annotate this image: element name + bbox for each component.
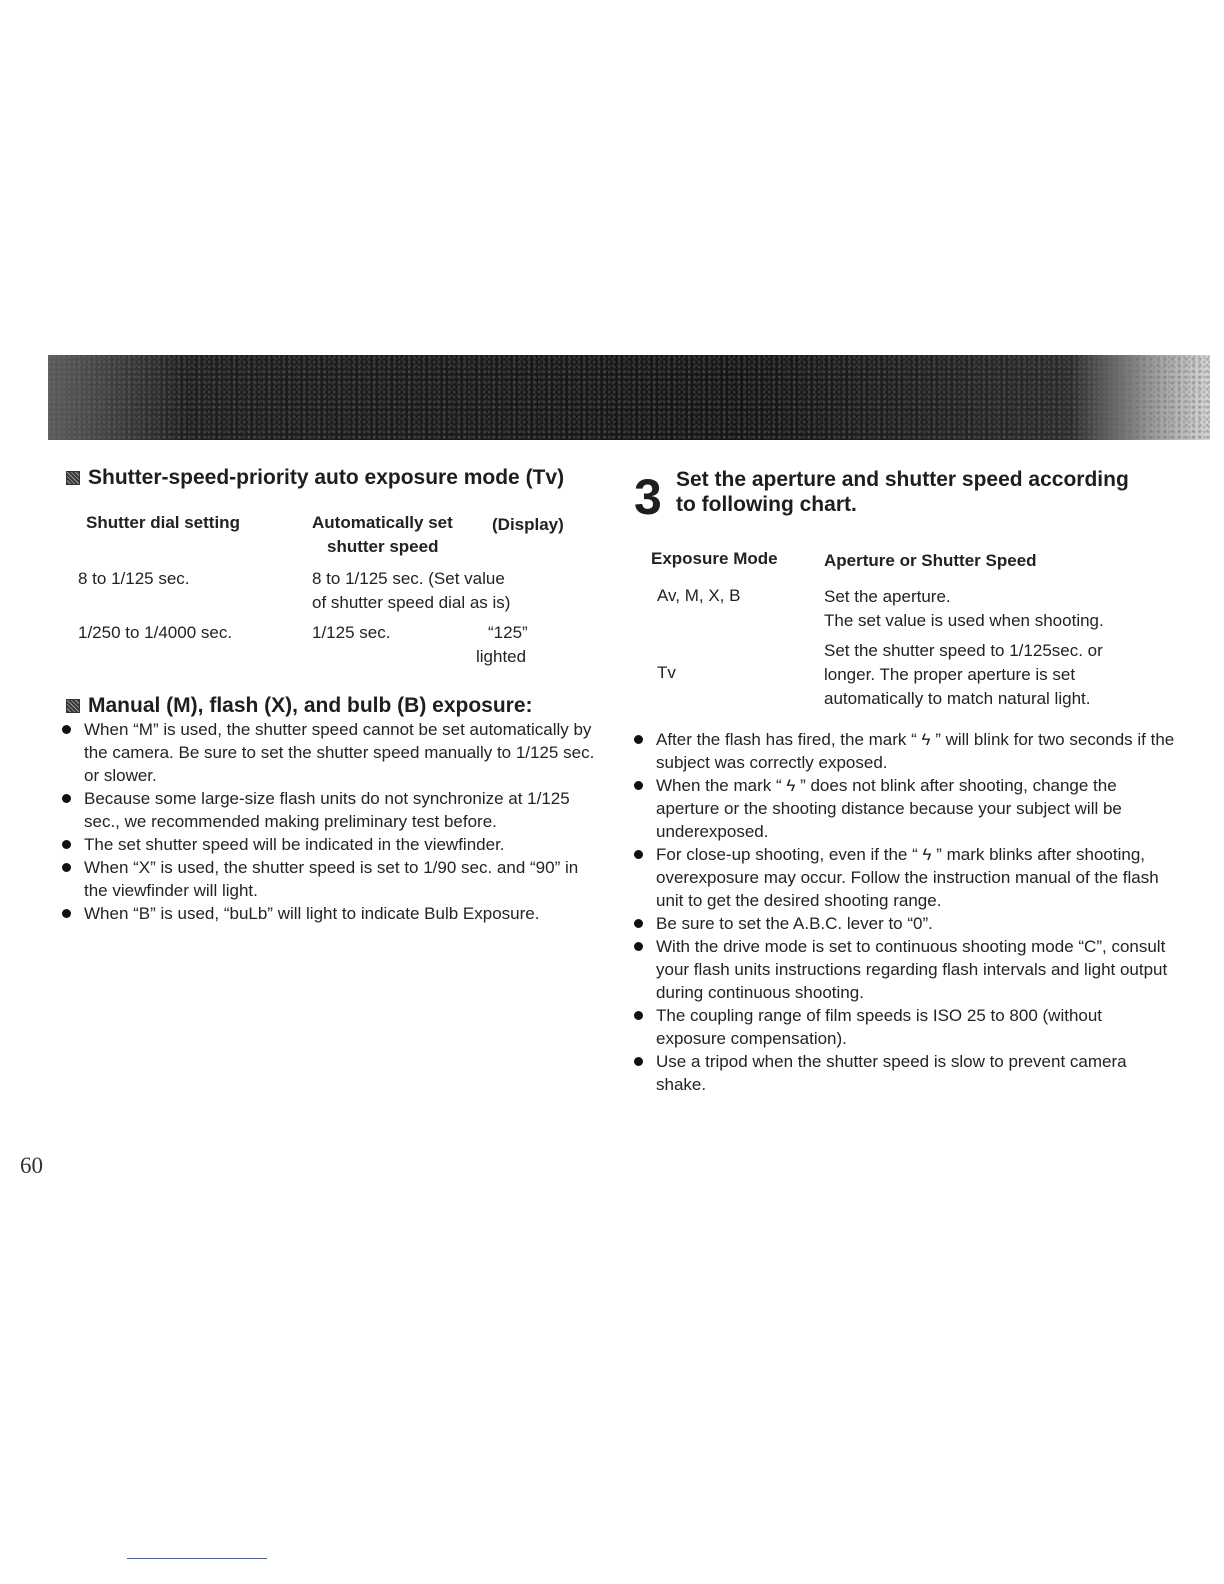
list-item: The coupling range of film speeds is ISO 25 to 800 (without exposure compensation). [620, 1004, 1175, 1050]
list-item: The set shutter speed will be indicated in the viewfinder. [48, 833, 596, 856]
chart-header-mode: Exposure Mode [651, 549, 778, 568]
row1-dial: 8 to 1/125 sec. [78, 569, 190, 588]
chart-row2-line2: longer. The proper aperture is set [824, 665, 1076, 684]
row2-display-line1: “125” [488, 623, 528, 642]
chart-row1-line2: The set value is used when shooting. [824, 611, 1104, 630]
chart-row1-mode: Av, M, X, B [657, 586, 741, 605]
list-item: When the mark “ ϟ ” does not blink after shooting, change the aperture or the shooting distance because your subject will be underexposed. [620, 774, 1175, 843]
row1-auto-line1: 8 to 1/125 sec. (Set value [312, 569, 505, 588]
manual-section-title: Manual (M), flash (X), and bulb (B) exposure: [66, 694, 533, 718]
footer-rule [127, 1558, 267, 1559]
row2-display-line2: lighted [476, 647, 527, 666]
tv-section-title: Shutter-speed-priority auto exposure mode (Tv) [66, 466, 564, 490]
chart-row2-line1: Set the shutter speed to 1/125sec. or [824, 641, 1103, 660]
chart-header-setting: Aperture or Shutter Speed [824, 551, 1037, 570]
list-item: When “M” is used, the shutter speed cannot be set automatically by the camera. Be sure to set the shutter speed manually to 1/125 sec. or slower. [48, 718, 596, 787]
manual-bullet-list [48, 718, 596, 925]
list-item: When “X” is used, the shutter speed is set to 1/90 sec. and “90” in the viewfinder will light. [48, 856, 596, 902]
list-item: Use a tripod when the shutter speed is slow to prevent camera shake. [620, 1050, 1175, 1096]
flash-bullet-list [620, 728, 1175, 1096]
list-item: Because some large-size flash units do not synchronize at 1/125 sec., we recommended making preliminary test before. [48, 787, 596, 833]
page-number: 60 [20, 1153, 43, 1178]
step-title-line2: to following chart. [676, 493, 857, 516]
list-item: With the drive mode is set to continuous shooting mode “C”, consult your flash units instructions regarding flash intervals and light output during continuous shooting. [620, 935, 1175, 1004]
header-auto-line2: shutter speed [327, 537, 439, 556]
row2-auto: 1/125 sec. [312, 623, 391, 642]
list-item: After the flash has fired, the mark “ ϟ ” will blink for two seconds if the subject was correctly exposed. [620, 728, 1175, 774]
row1-auto-line2: of shutter speed dial as is) [312, 593, 511, 612]
list-item: For close-up shooting, even if the “ ϟ ” mark blinks after shooting, overexposure may occur. Follow the instruction manual of the flash unit to get the desired shooting range. [620, 843, 1175, 912]
chart-row2-mode: Tv [657, 663, 676, 682]
square-bullet-icon [66, 699, 80, 713]
header-banner [48, 355, 1210, 440]
header-dial: Shutter dial setting [86, 513, 240, 532]
list-item: When “B” is used, “buLb” will light to indicate Bulb Exposure. [48, 902, 596, 925]
header-display: (Display) [492, 515, 564, 534]
row2-dial: 1/250 to 1/4000 sec. [78, 623, 233, 642]
header-auto-line1: Automatically set [312, 513, 453, 532]
chart-row2-line3: automatically to match natural light. [824, 689, 1091, 708]
list-item: Be sure to set the A.B.C. lever to “0”. [620, 912, 1175, 935]
step-title-line1: Set the aperture and shutter speed according [676, 468, 1129, 491]
chart-row1-line1: Set the aperture. [824, 587, 951, 606]
square-bullet-icon [66, 471, 80, 485]
step-number: 3 [634, 469, 662, 525]
